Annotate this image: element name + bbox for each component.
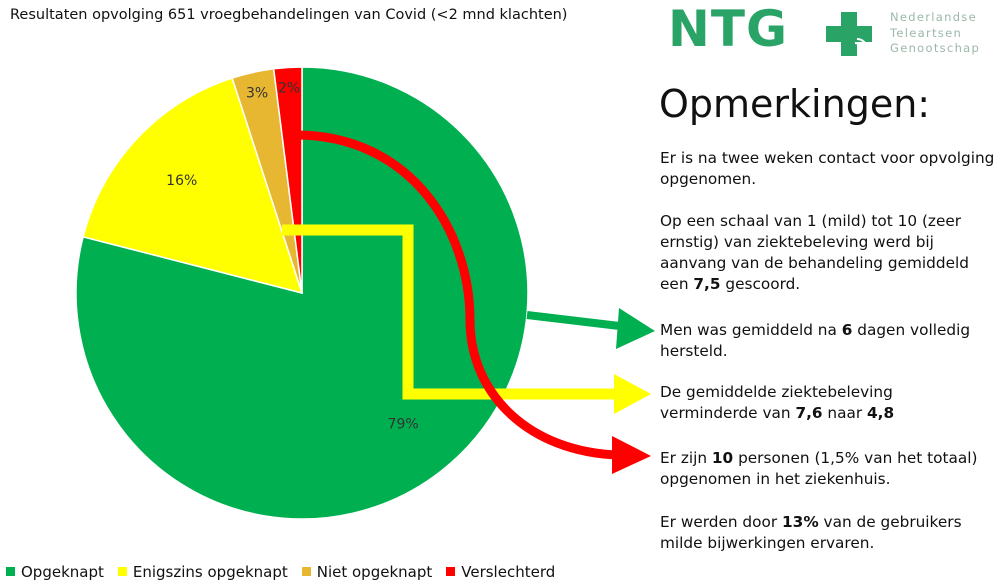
pie-data-label: 16% xyxy=(166,173,198,190)
note-highlight: 6 xyxy=(841,321,853,339)
note-item xyxy=(660,512,995,554)
pie-data-label: 3% xyxy=(246,85,269,102)
plus-cross-icon xyxy=(824,10,874,58)
yellow-arrow-head xyxy=(614,374,651,414)
logo-words xyxy=(890,10,980,57)
legend-item xyxy=(118,563,288,581)
legend-label: Niet opgeknapt xyxy=(316,563,433,581)
red-arrow-head xyxy=(612,436,651,474)
note-highlight: 10 xyxy=(711,449,734,467)
notes-heading: Opmerkingen: xyxy=(659,82,931,126)
legend-swatch xyxy=(446,567,455,576)
note-text: Op een schaal van 1 (mild) tot 10 (zeer ernstig) van ziektebeleving werd bij aanvang van de behandeling gemiddeld een xyxy=(660,212,969,293)
note-text: gescoord. xyxy=(720,275,801,293)
ntg-logo xyxy=(668,0,998,68)
note-text: personen (1,5% van het totaal) opgenomen in het ziekenhuis. xyxy=(660,449,978,488)
note-item xyxy=(660,211,995,295)
legend-swatch xyxy=(118,567,127,576)
pie-data-label: 79% xyxy=(387,416,419,433)
note-text: De gemiddelde ziektebeleving verminderde van xyxy=(660,383,893,422)
note-text: Er werden door xyxy=(660,513,783,531)
logo-word: Genootschap xyxy=(890,41,981,55)
logo-mark: NTG xyxy=(668,0,788,58)
note-highlight: 7,6 xyxy=(795,404,823,422)
note-highlight: 13% xyxy=(782,513,819,531)
note-item xyxy=(660,448,995,490)
note-item xyxy=(660,148,995,190)
legend-item xyxy=(6,563,104,581)
legend-label: Opgeknapt xyxy=(21,563,104,581)
logo-word: Nederlandse xyxy=(890,10,977,24)
note-text: Er zijn xyxy=(660,449,712,467)
note-item xyxy=(660,382,995,424)
note-text: van de gebruikers milde bijwerkingen ervaren. xyxy=(660,513,962,552)
pie-data-label: 2% xyxy=(277,80,301,97)
note-highlight: 4,8 xyxy=(867,404,895,422)
note-text: naar xyxy=(822,404,868,422)
note-text: Men was gemiddeld na xyxy=(660,321,842,339)
legend-swatch xyxy=(302,567,311,576)
legend-label: Verslechterd xyxy=(461,563,556,581)
logo-word: Teleartsen xyxy=(890,25,963,40)
note-text: dagen volledig hersteld. xyxy=(660,321,971,360)
note-highlight: 7,5 xyxy=(693,275,721,293)
legend-item xyxy=(302,563,433,581)
legend-swatch xyxy=(6,567,15,576)
note-item xyxy=(660,320,995,362)
note-text: Er is na twee weken contact voor opvolging opgenomen. xyxy=(660,149,995,188)
green-arrow-head xyxy=(616,308,655,349)
legend-label: Enigszins opgeknapt xyxy=(132,563,288,581)
legend-item xyxy=(446,563,555,581)
chart-title: Resultaten opvolging 651 vroegbehandelingen van Covid (<2 mnd klachten) xyxy=(10,7,568,23)
chart-legend xyxy=(6,563,569,581)
